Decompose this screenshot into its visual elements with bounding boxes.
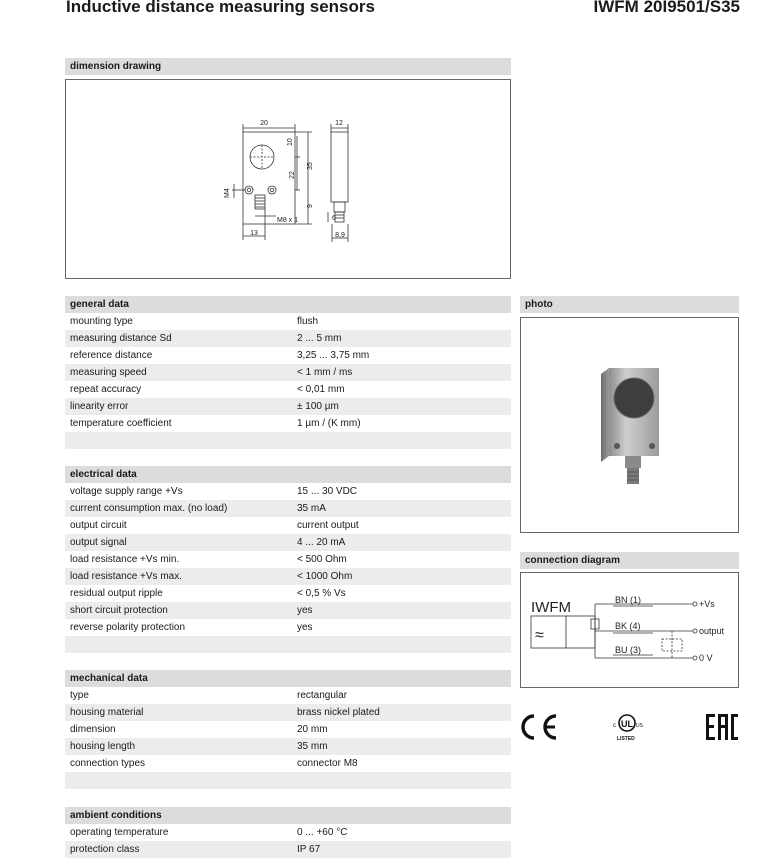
ce-mark xyxy=(523,716,556,738)
table-row: temperature coefficient 1 µm / (K mm) xyxy=(70,418,361,429)
photo-box xyxy=(520,317,739,533)
connection-diagram-heading: connection diagram xyxy=(520,552,739,569)
table-row: residual output ripple < 0,5 % Vs xyxy=(70,588,346,599)
dim-m8: M8 x 1 xyxy=(277,217,299,224)
dim-20: 20 xyxy=(260,120,268,127)
table-row: load resistance +Vs min. < 500 Ohm xyxy=(70,554,347,565)
electrical-data-table xyxy=(65,466,511,653)
table-row: measuring distance Sd 2 ... 5 mm xyxy=(65,330,511,347)
table-row: dimension 20 mm xyxy=(70,724,328,735)
device-label: IWFM xyxy=(531,599,571,616)
svg-text:UL: UL xyxy=(621,719,633,729)
dim-22: 22 xyxy=(289,171,296,179)
table-row: connection types connector M8 xyxy=(70,758,358,769)
dim-35: 35 xyxy=(307,162,314,170)
table-row: output circuit current output xyxy=(70,520,359,531)
table-row: type rectangular xyxy=(70,690,348,701)
terminal-0v: 0 V xyxy=(699,653,713,663)
dim-6: 6 xyxy=(332,215,336,222)
table-row: current consumption max. (no load) 35 mA xyxy=(65,500,511,517)
terminal-output: output xyxy=(699,626,725,636)
table-row: operating temperature 0 ... +60 °C xyxy=(70,827,348,838)
mechanical-data-heading: mechanical data xyxy=(65,670,511,687)
model-number: IWFM 20I9501/S35 xyxy=(593,0,740,16)
table-row: protection class IP 67 xyxy=(65,841,511,858)
ul-us: US xyxy=(636,723,643,729)
side-view-body xyxy=(331,132,348,202)
dim-8-9: 8,9 xyxy=(335,232,345,239)
electrical-data-heading: electrical data xyxy=(65,466,511,483)
table-row: output signal 4 ... 20 mA xyxy=(65,534,511,551)
dim-13: 13 xyxy=(250,230,258,237)
table-row: linearity error ± 100 µm xyxy=(65,398,511,415)
table-row: reverse polarity protection yes xyxy=(70,622,313,633)
table-row: mounting type flush xyxy=(70,316,319,327)
table-row: voltage supply range +Vs 15 ... 30 VDC xyxy=(70,486,358,497)
table-row: housing material brass nickel plated xyxy=(65,704,511,721)
wire-bu: BU (3) xyxy=(615,645,642,655)
table-row-empty xyxy=(65,772,511,789)
mechanical-data-table xyxy=(65,670,511,789)
dimension-drawing-box xyxy=(65,79,511,279)
ambient-conditions-heading: ambient conditions xyxy=(65,807,511,824)
ambient-conditions-table xyxy=(65,807,511,858)
table-row-empty xyxy=(65,636,511,653)
certification-logos xyxy=(520,708,739,748)
wire-bk: BK (4) xyxy=(615,621,641,631)
dimension-drawing-heading: dimension drawing xyxy=(65,58,511,75)
approx-icon: ≈ xyxy=(535,627,544,644)
page-title: Inductive distance measuring sensors xyxy=(66,0,375,16)
table-row: housing length 35 mm xyxy=(65,738,511,755)
connection-diagram xyxy=(521,573,738,687)
dim-12: 12 xyxy=(335,120,343,127)
eac-mark xyxy=(706,714,738,740)
table-row-empty xyxy=(65,432,511,449)
table-row: load resistance +Vs max. < 1000 Ohm xyxy=(65,568,511,585)
general-data-table xyxy=(65,296,511,449)
ul-listed-mark xyxy=(613,715,644,742)
table-row: repeat accuracy < 0,01 mm xyxy=(70,384,345,395)
dim-10: 10 xyxy=(287,138,294,146)
wire-bn: BN (1) xyxy=(615,595,642,605)
dimension-drawing xyxy=(66,80,510,278)
table-row: measuring speed < 1 mm / ms xyxy=(65,364,511,381)
table-row: short circuit protection yes xyxy=(65,602,511,619)
photo-heading: photo xyxy=(520,296,739,313)
sensor-photo xyxy=(521,318,738,532)
terminal-vs: +Vs xyxy=(699,599,715,609)
ul-listed: LISTED xyxy=(617,736,635,742)
dim-9: 9 xyxy=(307,204,314,208)
dim-m4: M4 xyxy=(224,188,231,198)
general-data-heading: general data xyxy=(65,296,511,313)
table-row: reference distance 3,25 ... 3,75 mm xyxy=(70,350,370,361)
ul-c: c xyxy=(613,723,616,729)
connection-diagram-box xyxy=(520,572,739,688)
